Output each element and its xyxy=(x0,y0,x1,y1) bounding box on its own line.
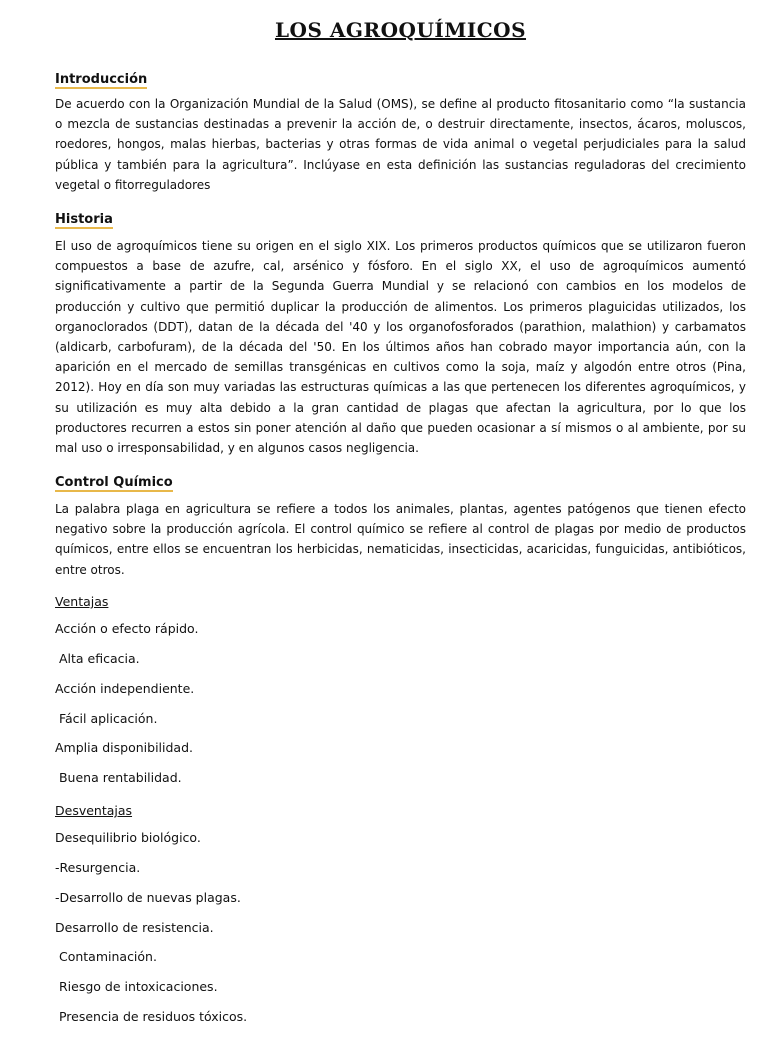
desventajas-item xyxy=(55,830,746,846)
history-body xyxy=(55,236,746,458)
document-page xyxy=(0,18,768,1042)
history-heading: Historia xyxy=(55,212,113,227)
ventajas-item xyxy=(55,711,746,727)
list-item: Riesgo de intoxicaciones. xyxy=(55,979,218,994)
list-item: Amplia disponibilidad. xyxy=(55,740,193,755)
ventajas-heading: Ventajas xyxy=(55,594,109,609)
desventajas-item xyxy=(55,979,746,995)
desventajas-item xyxy=(55,1009,746,1025)
desventajas-item xyxy=(55,860,746,876)
list-item: Alta eficacia. xyxy=(55,651,140,666)
list-item: Buena rentabilidad. xyxy=(55,770,182,785)
list-item: Presencia de residuos tóxicos. xyxy=(55,1009,248,1024)
intro-section xyxy=(55,68,746,89)
list-item: Acción o efecto rápido. xyxy=(55,621,199,636)
ventajas-item xyxy=(55,621,746,637)
desventajas-section xyxy=(55,800,746,819)
control-body xyxy=(55,499,746,580)
desventajas-item xyxy=(55,920,746,936)
list-item: -Desarrollo de nuevas plagas. xyxy=(55,890,241,905)
desventajas-heading: Desventajas xyxy=(55,803,133,818)
list-item: -Resurgencia. xyxy=(55,860,141,875)
desventajas-item xyxy=(55,890,746,906)
list-item: Fácil aplicación. xyxy=(55,711,158,726)
ventajas-item xyxy=(55,651,746,667)
list-item: Acción independiente. xyxy=(55,681,195,696)
control-heading: Control Químico xyxy=(55,475,173,490)
intro-paragraph: De acuerdo con la Organización Mundial de la Salud (OMS), se define al producto fitosanitario como “la sustancia o mezcla de sustancias destinadas a prevenir la acción de, o destruir directamente, insectos, ácaros, moluscos, roedores, hongos, malas hierbas, bacterias y otras formas de vida animal o vegetal perjudiciales para la salud pública y también para la agricultura”. Inclúyase en esta definición las sustancias reguladoras del crecimiento vegetal o fitorreguladores xyxy=(55,97,746,192)
document-title: LOS AGROQUÍMICOS xyxy=(274,18,527,42)
list-item: Desequilibrio biológico. xyxy=(55,830,201,845)
control-paragraph: La palabra plaga en agricultura se refiere a todos los animales, plantas, agentes patógenos que tienen efecto negativo sobre la producción agrícola. El control químico se refiere al control de plagas por medio de productos químicos, entre ellos se encuentran los herbicidas, nematicidas, insecticidas, acaricidas, funguicidas, antibióticos, entre otros. xyxy=(55,502,746,577)
ventajas-item xyxy=(55,740,746,756)
ventajas-section xyxy=(55,591,746,610)
history-paragraph: El uso de agroquímicos tiene su origen en el siglo XIX. Los primeros productos químicos que se utilizaron fueron compuestos a base de azufre, cal, arsénico y fósforo. En el siglo XX, el uso de agroquímicos aumentó significativamente a partir de la Segunda Guerra Mundial y se relacionó con cambios en los modelos de producción y cultivo que permitió duplicar la producción de alimentos. Los primeros plaguicidas utilizados, los organoclorados (DDT), datan de la década del '40 y los organofosforados (parathion, malathion) y carbamatos (aldicarb, carbofuram), de la década del '50. En los últimos años han cobrado mayor importancia aún, con la aparición en el mercado de semillas transgénicas en cultivos como la soja, maíz y algodón entre otros (Pina, 2012). Hoy en día son muy variadas las estructuras químicas a las que pertenecen los diferentes agroquímicos, y su utilización es muy alta debido a la gran cantidad de plagas que afectan la agricultura, por lo que los productores recurren a estos sin poner atención al daño que pueden ocasionar a sí mismos o al ambiente, por su mal uso o irresponsabilidad, y en algunos casos negligencia. xyxy=(55,239,746,456)
desventajas-item xyxy=(55,949,746,965)
ventajas-item xyxy=(55,770,746,786)
control-section xyxy=(55,471,746,492)
list-item: Contaminación. xyxy=(55,949,157,964)
intro-body xyxy=(55,94,746,195)
intro-heading: Introducción xyxy=(55,72,148,87)
history-section xyxy=(55,208,746,229)
ventajas-item xyxy=(55,681,746,697)
list-item: Desarrollo de resistencia. xyxy=(55,920,214,935)
